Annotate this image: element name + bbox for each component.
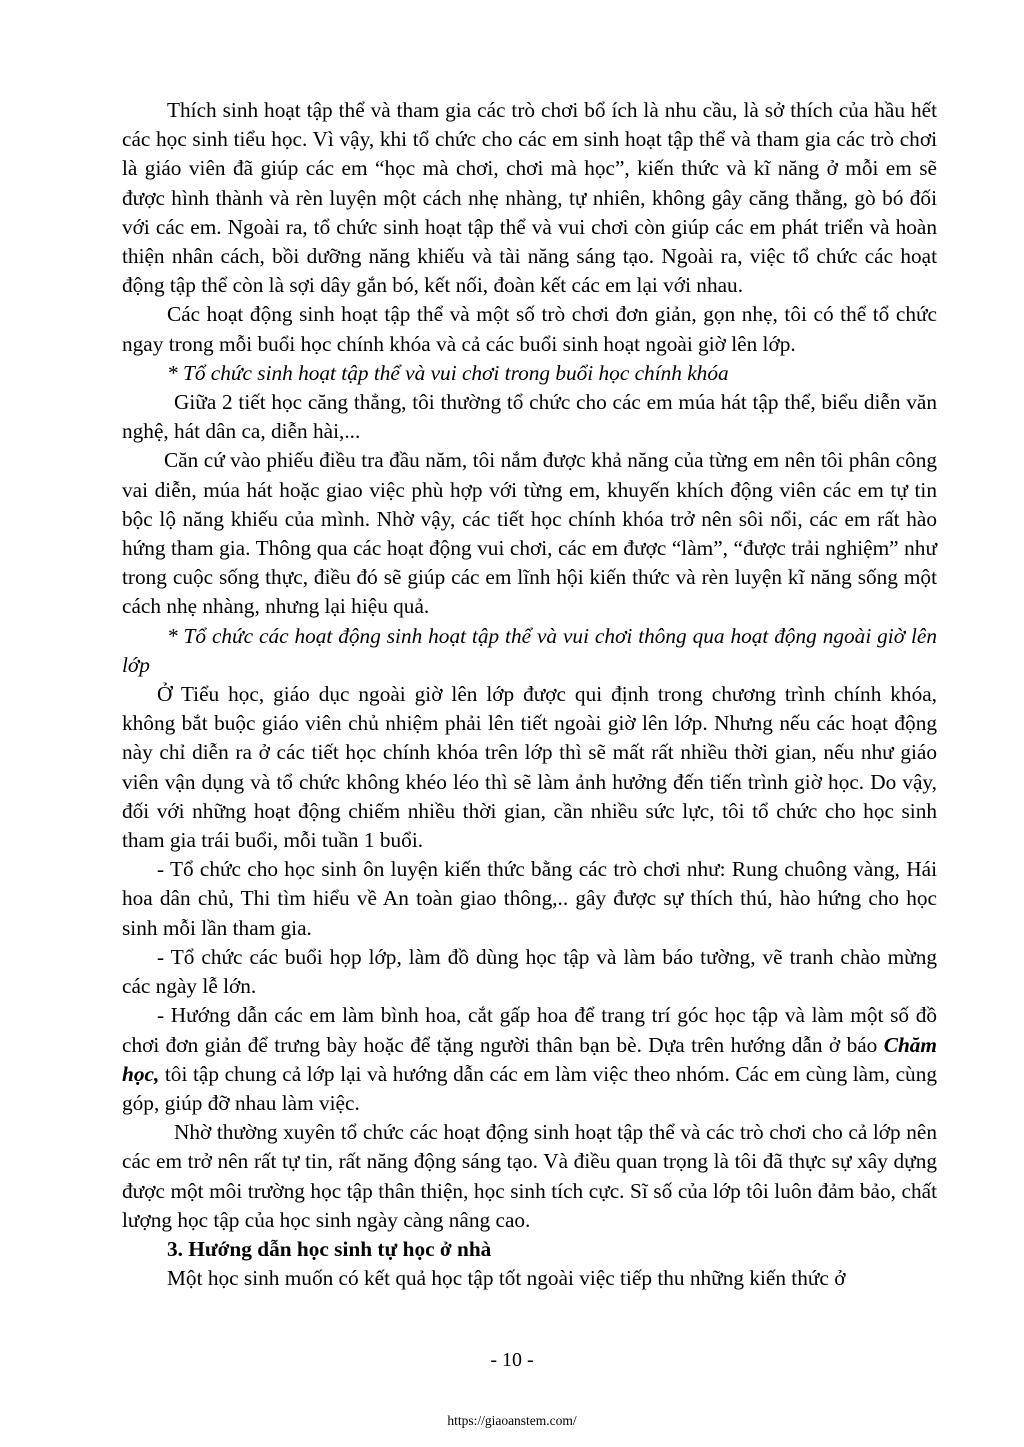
paragraph: Nhờ thường xuyên tổ chức các hoạt động sinh hoạt tập thể và các trò chơi cho cả lớp nên các em trở nên rất tự tin, rất năng động sáng tạo. Và điều quan trọng là tôi đã thực sự xây dựng được một môi trường học tập thân thiện, học sinh tích cực. Sĩ số của lớp tôi luôn đảm bảo, chất lượng học tập của học sinh ngày càng nâng cao. bbox=[122, 1120, 937, 1232]
page-number: - 10 - bbox=[490, 1349, 534, 1371]
section-heading: 3. Hướng dẫn học sinh tự học ở nhà bbox=[167, 1236, 492, 1261]
list-item bbox=[122, 1001, 937, 1118]
paragraph: Căn cứ vào phiếu điều tra đầu năm, tôi nắm được khả năng của từng em nên tôi phân công vai diễn, múa hát hoặc giao việc phù hợp với từng em, khuyến khích động viên các em tự tin bộc lộ năng khiếu của mình. Nhờ vậy, các tiết học chính khóa trở nên sôi nổi, các em rất hào hứng tham gia. Thông qua các hoạt động vui chơi, các em được “làm”, “được trải nghiệm” như trong cuộc sống thực, điều đó sẽ giúp các em lĩnh hội kiến thức và rèn luyện kĩ năng sống một cách nhẹ nhàng, nhưng lại hiệu quả. bbox=[122, 448, 937, 619]
list-item-text: tôi tập chung cả lớp lại và hướng dẫn các em làm việc theo nhóm. Các em cùng làm, cùng góp, giúp đỡ nhau làm việc. bbox=[122, 1061, 937, 1115]
paragraph: Một học sinh muốn có kết quả học tập tốt ngoài việc tiếp thu những kiến thức ở bbox=[167, 1266, 846, 1291]
list-item: - Tổ chức các buổi họp lớp, làm đồ dùng học tập và làm báo tường, vẽ tranh chào mừng các ngày lễ lớn. bbox=[122, 944, 937, 999]
section-subheading: * Tổ chức các hoạt động sinh hoạt tập thể và vui chơi thông qua hoạt động ngoài giờ lên lớp bbox=[122, 623, 937, 677]
paragraph: Ở Tiểu học, giáo dục ngoài giờ lên lớp được qui định trong chương trình chính khóa, không bắt buộc giáo viên chủ nhiệm phải lên tiết ngoài giờ lên lớp. Nhưng nếu các hoạt động này chỉ diễn ra ở các tiết học chính khóa trên lớp thì sẽ mất rất nhiều thời gian, nếu như giáo viên vận dụng và tổ chức không khéo léo thì sẽ làm ảnh hưởng đến tiến trình giờ học. Do vậy, đối với những hoạt động chiếm nhiều thời gian, cần nhiều sức lực, tôi tổ chức cho học sinh tham gia trái buổi, mỗi tuần 1 buổi. bbox=[122, 682, 937, 853]
footer-url: https://giaoanstem.com/ bbox=[447, 1413, 577, 1428]
list-item-text: - Hướng dẫn các em làm bình hoa, cắt gấp hoa để trang trí góc học tập và làm một số đồ chơi đơn giản để trưng bày hoặc để tặng người thân bạn bè. Dựa trên hướng dẫn ở báo bbox=[122, 1003, 937, 1057]
section-subheading: * Tổ chức sinh hoạt tập thể và vui chơi trong buổi học chính khóa bbox=[167, 360, 729, 385]
list-item: - Tổ chức cho học sinh ôn luyện kiến thức bằng các trò chơi như: Rung chuông vàng, Hái hoa dân chủ, Thi tìm hiểu về An toàn giao thông,.. gây được sự thích thú, hào hứng cho học sinh mỗi lần tham gia. bbox=[122, 857, 937, 940]
paragraph: Giữa 2 tiết học căng thẳng, tôi thường tổ chức cho các em múa hát tập thể, biểu diễn văn nghệ, hát dân ca, diễn hài,... bbox=[122, 390, 937, 444]
document-body bbox=[122, 96, 937, 1293]
paragraph: Các hoạt động sinh hoạt tập thể và một số trò chơi đơn giản, gọn nhẹ, tôi có thể tổ chức ngay trong mỗi buổi học chính khóa và cả các buổi sinh hoạt ngoài giờ lên lớp. bbox=[122, 302, 937, 356]
newspaper-title: Chăm học, bbox=[122, 1032, 937, 1086]
paragraph: Thích sinh hoạt tập thể và tham gia các trò chơi bổ ích là nhu cầu, là sở thích của hầu hết các học sinh tiểu học. Vì vậy, khi tổ chức cho các em sinh hoạt tập thể và tham gia các trò chơi là giáo viên đã giúp các em “học mà chơi, chơi mà học”, kiến thức và kĩ năng ở mỗi em sẽ được hình thành và rèn luyện một cách nhẹ nhàng, tự nhiên, không gây căng thẳng, gò bó đối với các em. Ngoài ra, tổ chức sinh hoạt tập thể và vui chơi còn giúp các em phát triển và hoàn thiện nhân cách, bồi dưỡng năng khiếu và tài năng sáng tạo. Ngoài ra, việc tổ chức các hoạt động tập thể còn là sợi dây gắn bó, kết nối, đoàn kết các em lại với nhau. bbox=[122, 98, 937, 298]
